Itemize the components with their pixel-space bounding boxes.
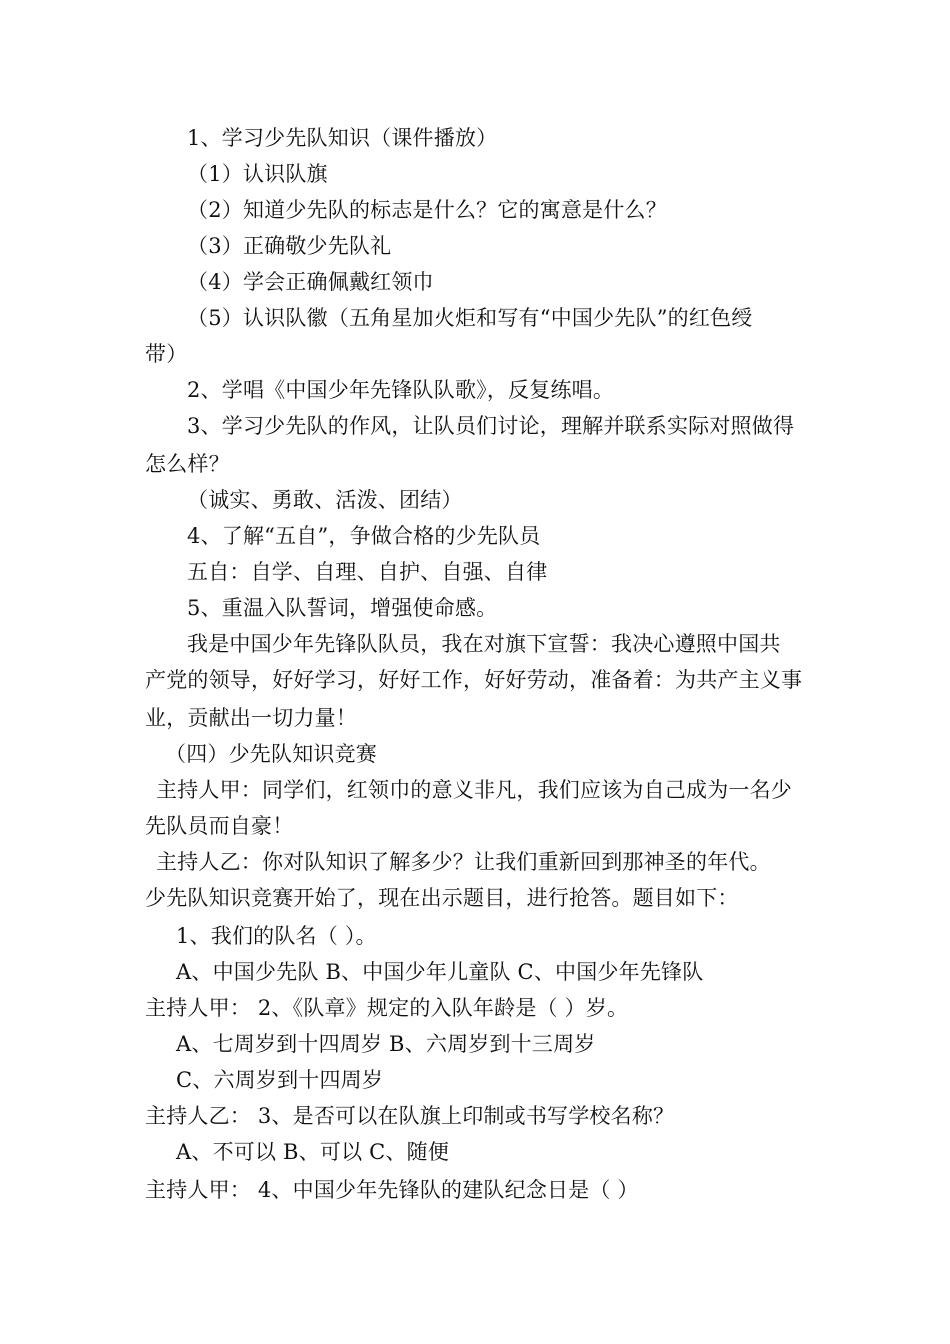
text-line: 4、了解“五自”，争做合格的少先队员 [187, 524, 541, 548]
text-line: 五自：自学、自理、自护、自强、自律 [187, 560, 548, 584]
text-line: 怎么样？ [145, 452, 230, 476]
text-line: （3）正确敬少先队礼 [187, 234, 392, 258]
text-line: 业，贡献出一切力量！ [145, 706, 357, 730]
question-options: A、七周岁到十四周岁 B、六周岁到十三周岁 [176, 1032, 596, 1056]
text-line: （2）知道少先队的标志是什么？它的寓意是什么？ [187, 198, 667, 222]
text-line: （4）学会正确佩戴红领巾 [187, 270, 434, 294]
question-text: 主持人甲： 4、中国少年先锋队的建队纪念日是（ ） [145, 1178, 639, 1202]
text-line: （5）认识队徽（五角星加火炬和写有“中国少先队”的红色绶 [187, 306, 753, 330]
text-line: （1）认识队旗 [187, 162, 328, 186]
text-line: 2、学唱《中国少年先锋队队歌》，反复练唱。 [187, 378, 615, 402]
section-heading: （四）少先队知识竞赛 [165, 742, 377, 766]
text-line: 3、学习少先队的作风，让队员们讨论，理解并联系实际对照做得 [187, 414, 795, 438]
text-line: 产党的领导，好好学习，好好工作，好好劳动，准备着：为共产主义事 [145, 668, 803, 692]
text-line: 带） [145, 342, 188, 366]
question-options: C、六周岁到十四周岁 [176, 1068, 384, 1092]
text-line: 主持人甲：同学们，红领巾的意义非凡，我们应该为自己成为一名少 [156, 778, 792, 802]
text-line: （诚实、勇敢、活泼、团结） [187, 488, 463, 512]
question-options: A、中国少先队 B、中国少年儿童队 C、中国少年先锋队 [176, 960, 704, 984]
question-text: 主持人甲： 2、《队章》规定的入队年龄是（ ）岁。 [145, 996, 629, 1020]
question-text: 1、我们的队名（ ）。 [176, 924, 377, 948]
text-line: 先队员而自豪！ [145, 814, 294, 838]
text-line: 少先队知识竞赛开始了，现在出示题目，进行抢答。题目如下： [145, 886, 739, 910]
text-line: 主持人乙：你对队知识了解多少？让我们重新回到那神圣的年代。 [156, 850, 771, 874]
text-line: 5、重温入队誓词，增强使命感。 [187, 596, 498, 620]
question-options: A、不可以 B、可以 C、随便 [176, 1140, 450, 1164]
text-line: 我是中国少年先锋队队员，我在对旗下宣誓：我决心遵照中国共 [187, 632, 781, 656]
question-text: 主持人乙： 3、是否可以在队旗上印制或书写学校名称？ [145, 1104, 675, 1128]
text-line: 1、学习少先队知识（课件播放） [187, 126, 498, 150]
